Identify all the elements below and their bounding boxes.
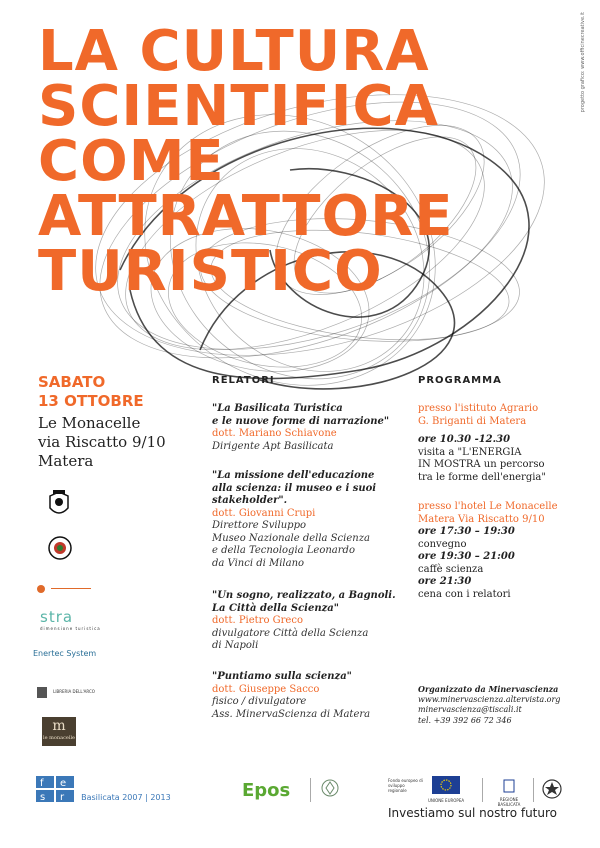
event-date xyxy=(38,373,144,411)
speaker-entry xyxy=(212,470,412,570)
talk-title: "Un sogno, realizzato, a Bagnoli. xyxy=(212,590,396,601)
eu-flag-icon xyxy=(432,776,460,794)
stra-logo xyxy=(40,608,101,631)
monacelle-monogram: m xyxy=(52,718,66,734)
divider xyxy=(533,778,534,802)
date-month: 13 OTTOBRE xyxy=(38,392,144,410)
title-line: TURISTICO xyxy=(38,239,383,304)
programme-location: presso l'hotel Le Monacelle xyxy=(418,501,558,512)
eu-logo xyxy=(428,776,464,803)
venue-city: Matera xyxy=(38,452,94,470)
venue-name: Le Monacelle xyxy=(38,414,141,432)
title-line: COME xyxy=(38,129,225,194)
talk-title: "La missione dell'educazione xyxy=(212,470,375,481)
speaker-role: Museo Nazionale della Scienza xyxy=(212,532,370,544)
sun-icon xyxy=(36,584,46,594)
speaker-name: dott. Giovanni Crupi xyxy=(212,507,316,519)
divider xyxy=(310,778,311,802)
fesr-logo-text: Basilicata 2007 | 2013 xyxy=(81,793,171,802)
organizer-phone: tel. +39 392 66 72 346 xyxy=(418,715,512,725)
regione-logo xyxy=(488,778,530,807)
poster-title xyxy=(38,19,454,304)
programme-time: ore 19:30 – 21:00 xyxy=(418,551,515,562)
title-line: SCIENTIFICA xyxy=(38,74,439,139)
programme-time: ore 21:30 xyxy=(418,576,472,587)
title-line: ATTRATTORE xyxy=(38,184,454,249)
programme-desc: cena con i relatori xyxy=(418,588,511,600)
talk-title: e le nuove forme di narrazione" xyxy=(212,415,390,427)
date-day: SABATO xyxy=(38,373,106,391)
programme-afternoon xyxy=(418,501,593,601)
design-credit: progetto grafico: www.officinecreative.it xyxy=(580,12,586,113)
event-venue xyxy=(38,414,166,471)
organizer-website[interactable]: www.minervascienza.altervista.org xyxy=(418,694,561,704)
speaker-entry xyxy=(212,403,412,453)
speaker-role: divulgatore Città della Scienza xyxy=(212,627,369,639)
speaker-name: dott. Mariano Schiavone xyxy=(212,428,337,439)
programme-desc: tra le forme dell'energia" xyxy=(418,471,546,483)
speaker-role: Direttore Sviluppo xyxy=(212,520,307,531)
programme-time: ore 10.30 -12.30 xyxy=(418,434,511,445)
talk-title: stakeholder". xyxy=(212,495,288,506)
fesr-logo xyxy=(36,776,171,802)
provincia-seal-icon xyxy=(48,536,72,560)
footer-tagline: Investiamo sul nostro futuro xyxy=(388,806,558,820)
comune-crest-icon xyxy=(48,490,70,518)
regione-logo-text: REGIONE BASILICATA xyxy=(497,797,521,807)
stra-logo-text: stra xyxy=(40,608,74,626)
svg-text:s: s xyxy=(40,792,46,802)
speaker-role: Ass. MinervaScienza di Matera xyxy=(212,708,371,720)
svg-text:e: e xyxy=(60,778,67,789)
organizer-block xyxy=(418,684,560,726)
svg-text:f: f xyxy=(40,778,44,789)
organizer-name: Organizzato da Minervascienza xyxy=(418,684,559,694)
monacelle-logo-text: le monacelle xyxy=(42,735,76,741)
talk-title: alla scienza: il museo e i suoi xyxy=(212,482,377,494)
libreria-logo-text: LIBRERIA DELL'ARCO xyxy=(53,689,95,694)
camera-commercio-logo xyxy=(36,578,96,597)
talk-title: "Puntiamo sulla scienza" xyxy=(212,671,352,682)
programme-time: ore 17:30 – 19:30 xyxy=(418,526,515,537)
organizer-email[interactable]: minervascienza@tiscali.it xyxy=(418,705,522,714)
speaker-name: dott. Giuseppe Sacco xyxy=(212,683,320,695)
speaker-role: Dirigente Apt Basilicata xyxy=(212,440,334,452)
programme-location: G. Briganti di Matera xyxy=(418,415,527,427)
programma-heading: PROGRAMMA xyxy=(418,375,502,386)
programme-desc: convegno xyxy=(418,538,467,550)
stra-logo-sub: dimensione turistica xyxy=(40,626,101,631)
speaker-role: fisico / divulgatore xyxy=(212,696,307,707)
programme-location: presso l'istituto Agrario xyxy=(418,403,539,414)
fondo-europeo-text: Fondo europeo di sviluppo regionale xyxy=(388,778,423,793)
speaker-entry xyxy=(212,590,412,653)
speaker-role: di Napoli xyxy=(212,640,259,651)
libreria-logo xyxy=(36,681,96,700)
monacelle-logo xyxy=(42,717,76,746)
programme-morning xyxy=(418,403,593,484)
venue-address: via Riscatto 9/10 xyxy=(38,433,166,451)
speaker-role: da Vinci di Milano xyxy=(212,557,305,569)
epos-logo: Epos xyxy=(242,780,291,801)
speaker-name: dott. Pietro Greco xyxy=(212,615,303,626)
speaker-entry xyxy=(212,671,412,721)
fesr-mark-icon xyxy=(36,776,76,802)
italian-republic-emblem-icon xyxy=(542,778,562,800)
eu-logo-text: UNIONE EUROPEA xyxy=(428,798,465,803)
programme-desc: visita a "L'ENERGIA xyxy=(418,446,522,458)
programme-desc: IN MOSTRA un percorso xyxy=(418,459,545,470)
title-line: LA CULTURA xyxy=(38,19,430,84)
enertec-logo: Enertec System xyxy=(33,649,97,658)
talk-title: "La Basilicata Turistica xyxy=(212,403,343,414)
book-icon xyxy=(36,685,48,699)
divider xyxy=(482,778,483,802)
provincia-emblem-icon xyxy=(320,778,340,802)
talk-title: La Città della Scienza" xyxy=(212,602,339,614)
regione-crest-icon xyxy=(503,779,515,793)
svg-text:r: r xyxy=(60,792,65,802)
relatori-heading: RELATORI xyxy=(212,375,275,386)
programme-location: Matera Via Riscatto 9/10 xyxy=(418,513,545,525)
speaker-role: e della Tecnologia Leonardo xyxy=(212,545,355,556)
programme-desc: caffè scienza xyxy=(418,563,484,575)
